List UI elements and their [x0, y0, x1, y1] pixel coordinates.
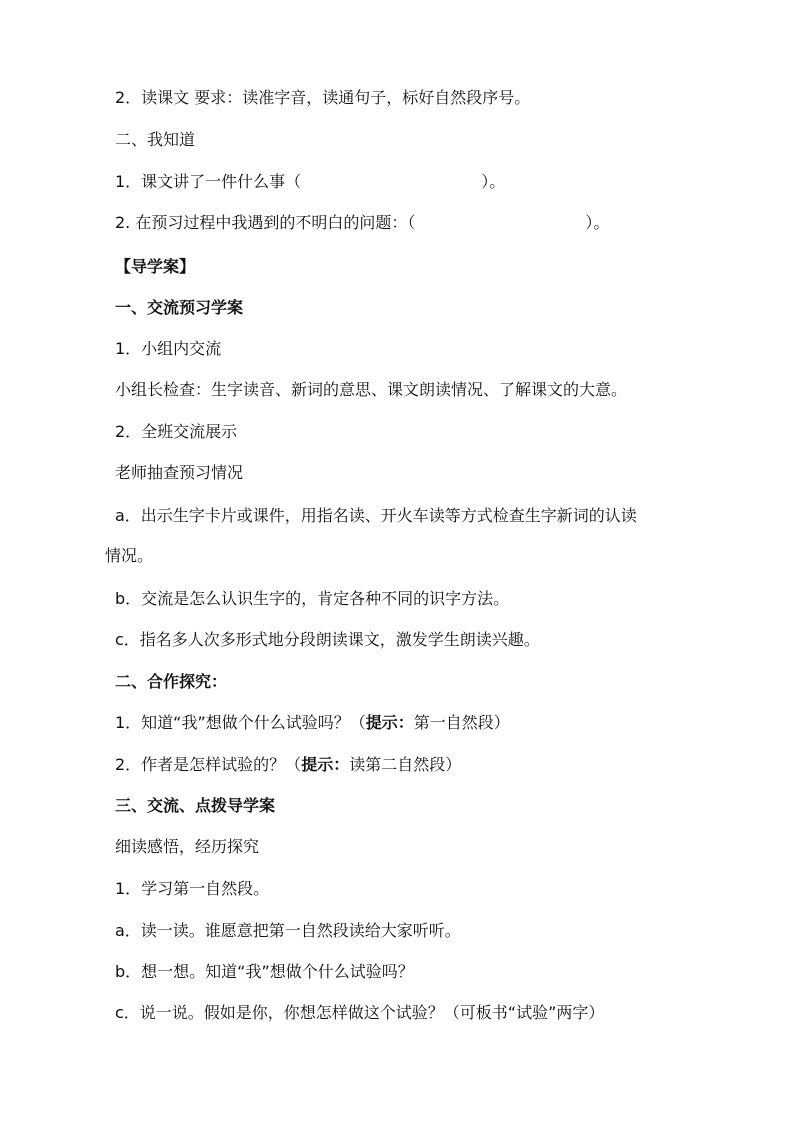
teacher-check: 老师抽查预习情况 — [115, 463, 244, 482]
q2-hint: 读第二自然段） — [349, 755, 462, 774]
cooperate-q2 — [115, 755, 461, 775]
item-c: c．指名多人次多形式地分段朗读课文，激发学生朗读兴趣。 — [115, 630, 540, 649]
section-exchange: 一、交流预习学案 — [115, 298, 244, 317]
item-a-cont: 情况。 — [105, 546, 154, 565]
leader-check: 小组长检查：生字读音、新词的意思、课文朗读情况、了解课文的大意。 — [115, 380, 628, 399]
item-a: a．出示生字卡片或课件，用指名读、开火车读等方式检查生字新词的认读 — [115, 506, 637, 525]
question-story-end: ）。 — [481, 172, 506, 191]
question-story — [115, 172, 505, 192]
hint-label: 提示： — [301, 755, 350, 774]
hint-label: 提示： — [365, 713, 414, 732]
section-i-know: 二、我知道 — [115, 130, 196, 149]
step-say: c．说一说。假如是你，你想怎样做这个试验？（可板书“试验”两字） — [115, 1003, 605, 1022]
step-think: b．想一想。知道“我”想做个什么试验吗？ — [115, 962, 414, 981]
question-unclear-text: 2. 在预习过程中我遇到的不明白的问题：（ — [115, 213, 416, 232]
group-exchange: 1．小组内交流 — [115, 339, 222, 358]
q1-text: 1．知道“我”想做个什么试验吗？（ — [115, 713, 366, 732]
section-cooperate: 二、合作探究： — [115, 672, 228, 691]
reading-requirement: 2．读课文 要求：读准字音，读通句子，标好自然段序号。 — [115, 88, 531, 107]
cooperate-q1 — [115, 713, 510, 733]
guide-heading: 【导学案】 — [115, 257, 196, 276]
q2-text: 2．作者是怎样试验的？（ — [115, 755, 302, 774]
question-story-text: 1．课文讲了一件什么事（ — [115, 172, 302, 191]
class-exchange: 2．全班交流展示 — [115, 422, 238, 441]
q1-hint: 第一自然段） — [413, 713, 510, 732]
item-b: b．交流是怎么认识生字的，肯定各种不同的识字方法。 — [115, 589, 510, 608]
step-read: a．读一读。谁愿意把第一自然段读给大家听听。 — [115, 921, 461, 940]
question-unclear — [115, 213, 609, 233]
read-feel: 细读感悟，经历探究 — [115, 837, 260, 856]
study-para-one: 1．学习第一自然段。 — [115, 879, 270, 898]
question-unclear-end: ）。 — [585, 213, 610, 232]
section-guide: 三、交流、点拨导学案 — [115, 796, 276, 815]
